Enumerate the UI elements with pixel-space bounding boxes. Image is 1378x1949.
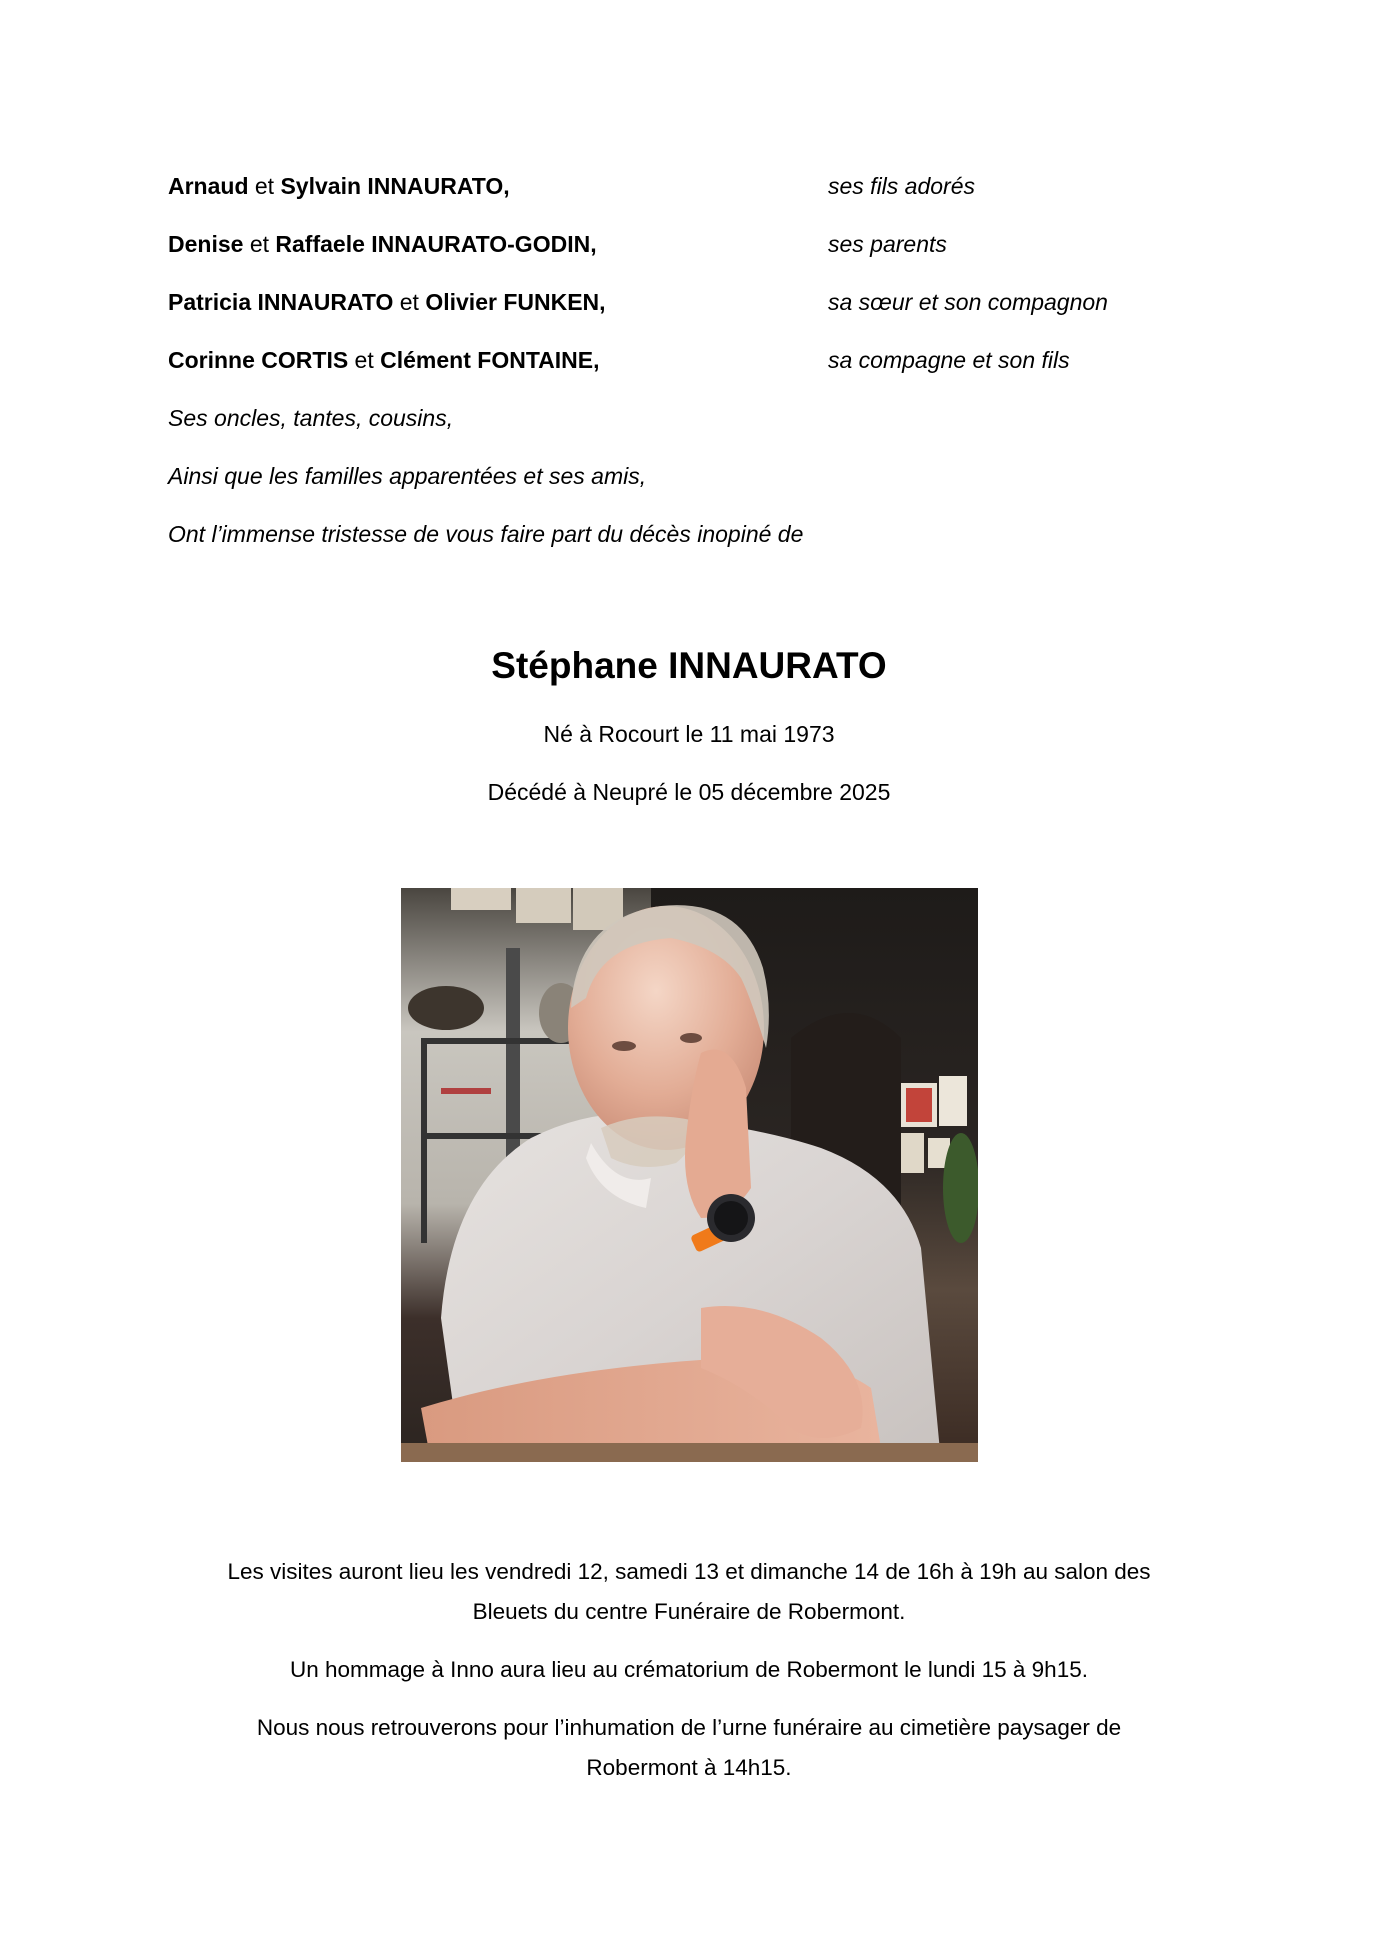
burial-info-line1: Nous nous retrouverons pour l’inhumation de l’urne funéraire au cimetière paysager de — [256, 1715, 1122, 1740]
extended-family-line: Ses oncles, tantes, cousins, — [168, 405, 454, 431]
portrait-photo — [401, 888, 978, 1462]
family-name: Raffaele INNAURATO-GODIN, — [275, 231, 597, 257]
conjunction: et — [393, 289, 426, 315]
announcement-line: Ont l’immense tristesse de vous faire part du décès inopiné de — [168, 521, 804, 547]
relation-sister: sa sœur et son compagnon — [828, 289, 1108, 315]
relation-parents: ses parents — [828, 231, 947, 257]
family-row-sons — [168, 170, 510, 202]
family-name: Corinne CORTIS — [168, 347, 349, 373]
friends-line: Ainsi que les familles apparentées et ses amis, — [168, 463, 647, 489]
birth-info: Né à Rocourt le 11 mai 1973 — [543, 721, 835, 747]
conjunction: et — [243, 231, 276, 257]
family-name: Patricia INNAURATO — [168, 289, 394, 315]
tribute-info: Un hommage à Inno aura lieu au crématorium de Robermont le lundi 15 à 9h15. — [290, 1657, 1088, 1682]
visits-info-line2: Bleuets du centre Funéraire de Robermont. — [472, 1599, 906, 1624]
family-name: Arnaud — [168, 173, 249, 199]
relation-sons: ses fils adorés — [828, 173, 976, 199]
family-name: Denise — [168, 231, 244, 257]
family-name: Olivier FUNKEN, — [425, 289, 606, 315]
family-name: Clément FONTAINE, — [380, 347, 600, 373]
relation-partner: sa compagne et son fils — [828, 347, 1070, 373]
family-name: Sylvain INNAURATO, — [280, 173, 510, 199]
family-row-parents — [168, 228, 597, 260]
death-info: Décédé à Neupré le 05 décembre 2025 — [487, 779, 891, 805]
family-row-partner — [168, 344, 600, 376]
conjunction: et — [348, 347, 381, 373]
family-row-sister — [168, 286, 606, 318]
burial-info-line2: Robermont à 14h15. — [586, 1755, 792, 1780]
visits-info-line1: Les visites auront lieu les vendredi 12, samedi 13 et dimanche 14 de 16h à 19h au salon des — [227, 1559, 1151, 1584]
deceased-name: Stéphane INNAURATO — [491, 645, 887, 686]
conjunction: et — [248, 173, 281, 199]
